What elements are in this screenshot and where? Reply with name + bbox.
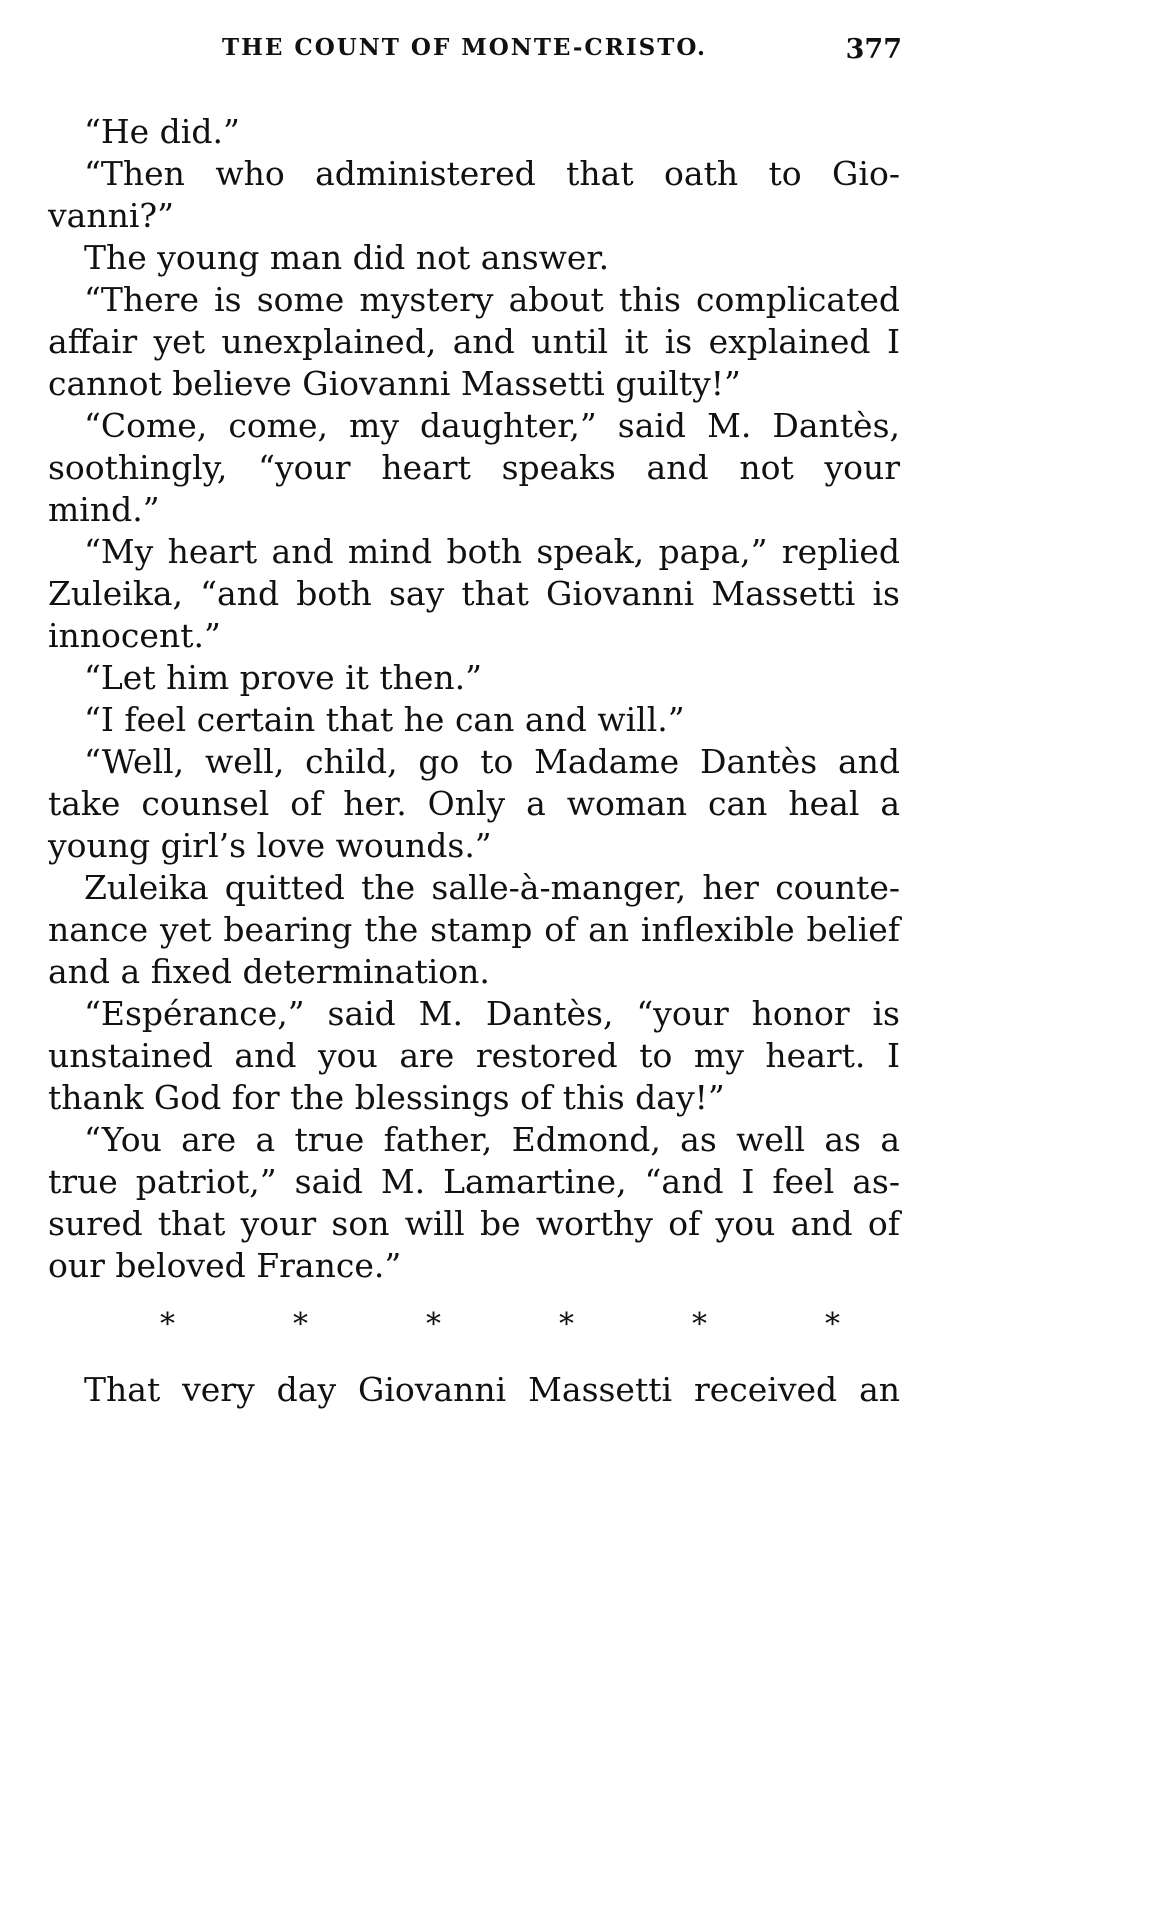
asterisk-glyph: * bbox=[825, 1307, 840, 1342]
text-line: thank God for the blessings of this day!” bbox=[48, 1078, 725, 1117]
text-line: The young man did not answer. bbox=[84, 238, 610, 277]
text-line: “Then who administered that oath to Gio- bbox=[84, 154, 900, 193]
text-line: and a fixed determination. bbox=[48, 952, 490, 991]
text-line: “I feel certain that he can and will.” bbox=[84, 700, 685, 739]
text-line: sured that your son will be worthy of you and of bbox=[48, 1204, 900, 1243]
text-line: take counsel of her. Only a woman can heal a bbox=[48, 784, 900, 823]
text-line: our beloved France.” bbox=[48, 1246, 402, 1285]
text-line: “Let him prove it then.” bbox=[84, 658, 483, 697]
text-line: Zuleika quitted the salle-à-manger, her counte- bbox=[84, 868, 900, 907]
text-line: “There is some mystery about this complicated bbox=[84, 280, 900, 319]
text-line: true patriot,” said M. Lamartine, “and I feel as- bbox=[48, 1162, 900, 1201]
text-line: innocent.” bbox=[48, 616, 221, 655]
text-line: unstained and you are restored to my heart. I bbox=[48, 1036, 900, 1075]
text-line: Zuleika, “and both say that Giovanni Massetti is bbox=[48, 574, 900, 613]
section-separator bbox=[160, 1305, 840, 1345]
asterisk-glyph: * bbox=[692, 1307, 707, 1342]
text-line: “Come, come, my daughter,” said M. Dantès, bbox=[84, 406, 900, 445]
text-line: vanni?” bbox=[48, 196, 174, 235]
text-line: nance yet bearing the stamp of an inflexible belief bbox=[48, 910, 900, 949]
text-line: “You are a true father, Edmond, as well as a bbox=[84, 1120, 900, 1159]
running-head bbox=[0, 34, 960, 74]
closing-line: That very day Giovanni Massetti received an bbox=[84, 1370, 900, 1409]
text-line: soothingly, “your heart speaks and not your bbox=[48, 448, 900, 487]
text-line: “My heart and mind both speak, papa,” replied bbox=[84, 532, 900, 571]
asterisk-glyph: * bbox=[160, 1307, 175, 1342]
text-line: affair yet unexplained, and until it is explained I bbox=[48, 322, 900, 361]
text-line: “Espérance,” said M. Dantès, “your honor is bbox=[84, 994, 900, 1033]
running-title: THE COUNT OF MONTE-CRISTO. bbox=[222, 34, 708, 61]
text-line: cannot believe Giovanni Massetti guilty!” bbox=[48, 364, 741, 403]
asterisk-glyph: * bbox=[559, 1307, 574, 1342]
text-line: young girl’s love wounds.” bbox=[48, 826, 492, 865]
text-line: “He did.” bbox=[84, 112, 240, 151]
asterisk-glyph: * bbox=[426, 1307, 441, 1342]
page-number: 377 bbox=[845, 34, 902, 65]
text-line: “Well, well, child, go to Madame Dantès and bbox=[84, 742, 900, 781]
asterisk-glyph: * bbox=[293, 1307, 308, 1342]
text-line: mind.” bbox=[48, 490, 160, 529]
